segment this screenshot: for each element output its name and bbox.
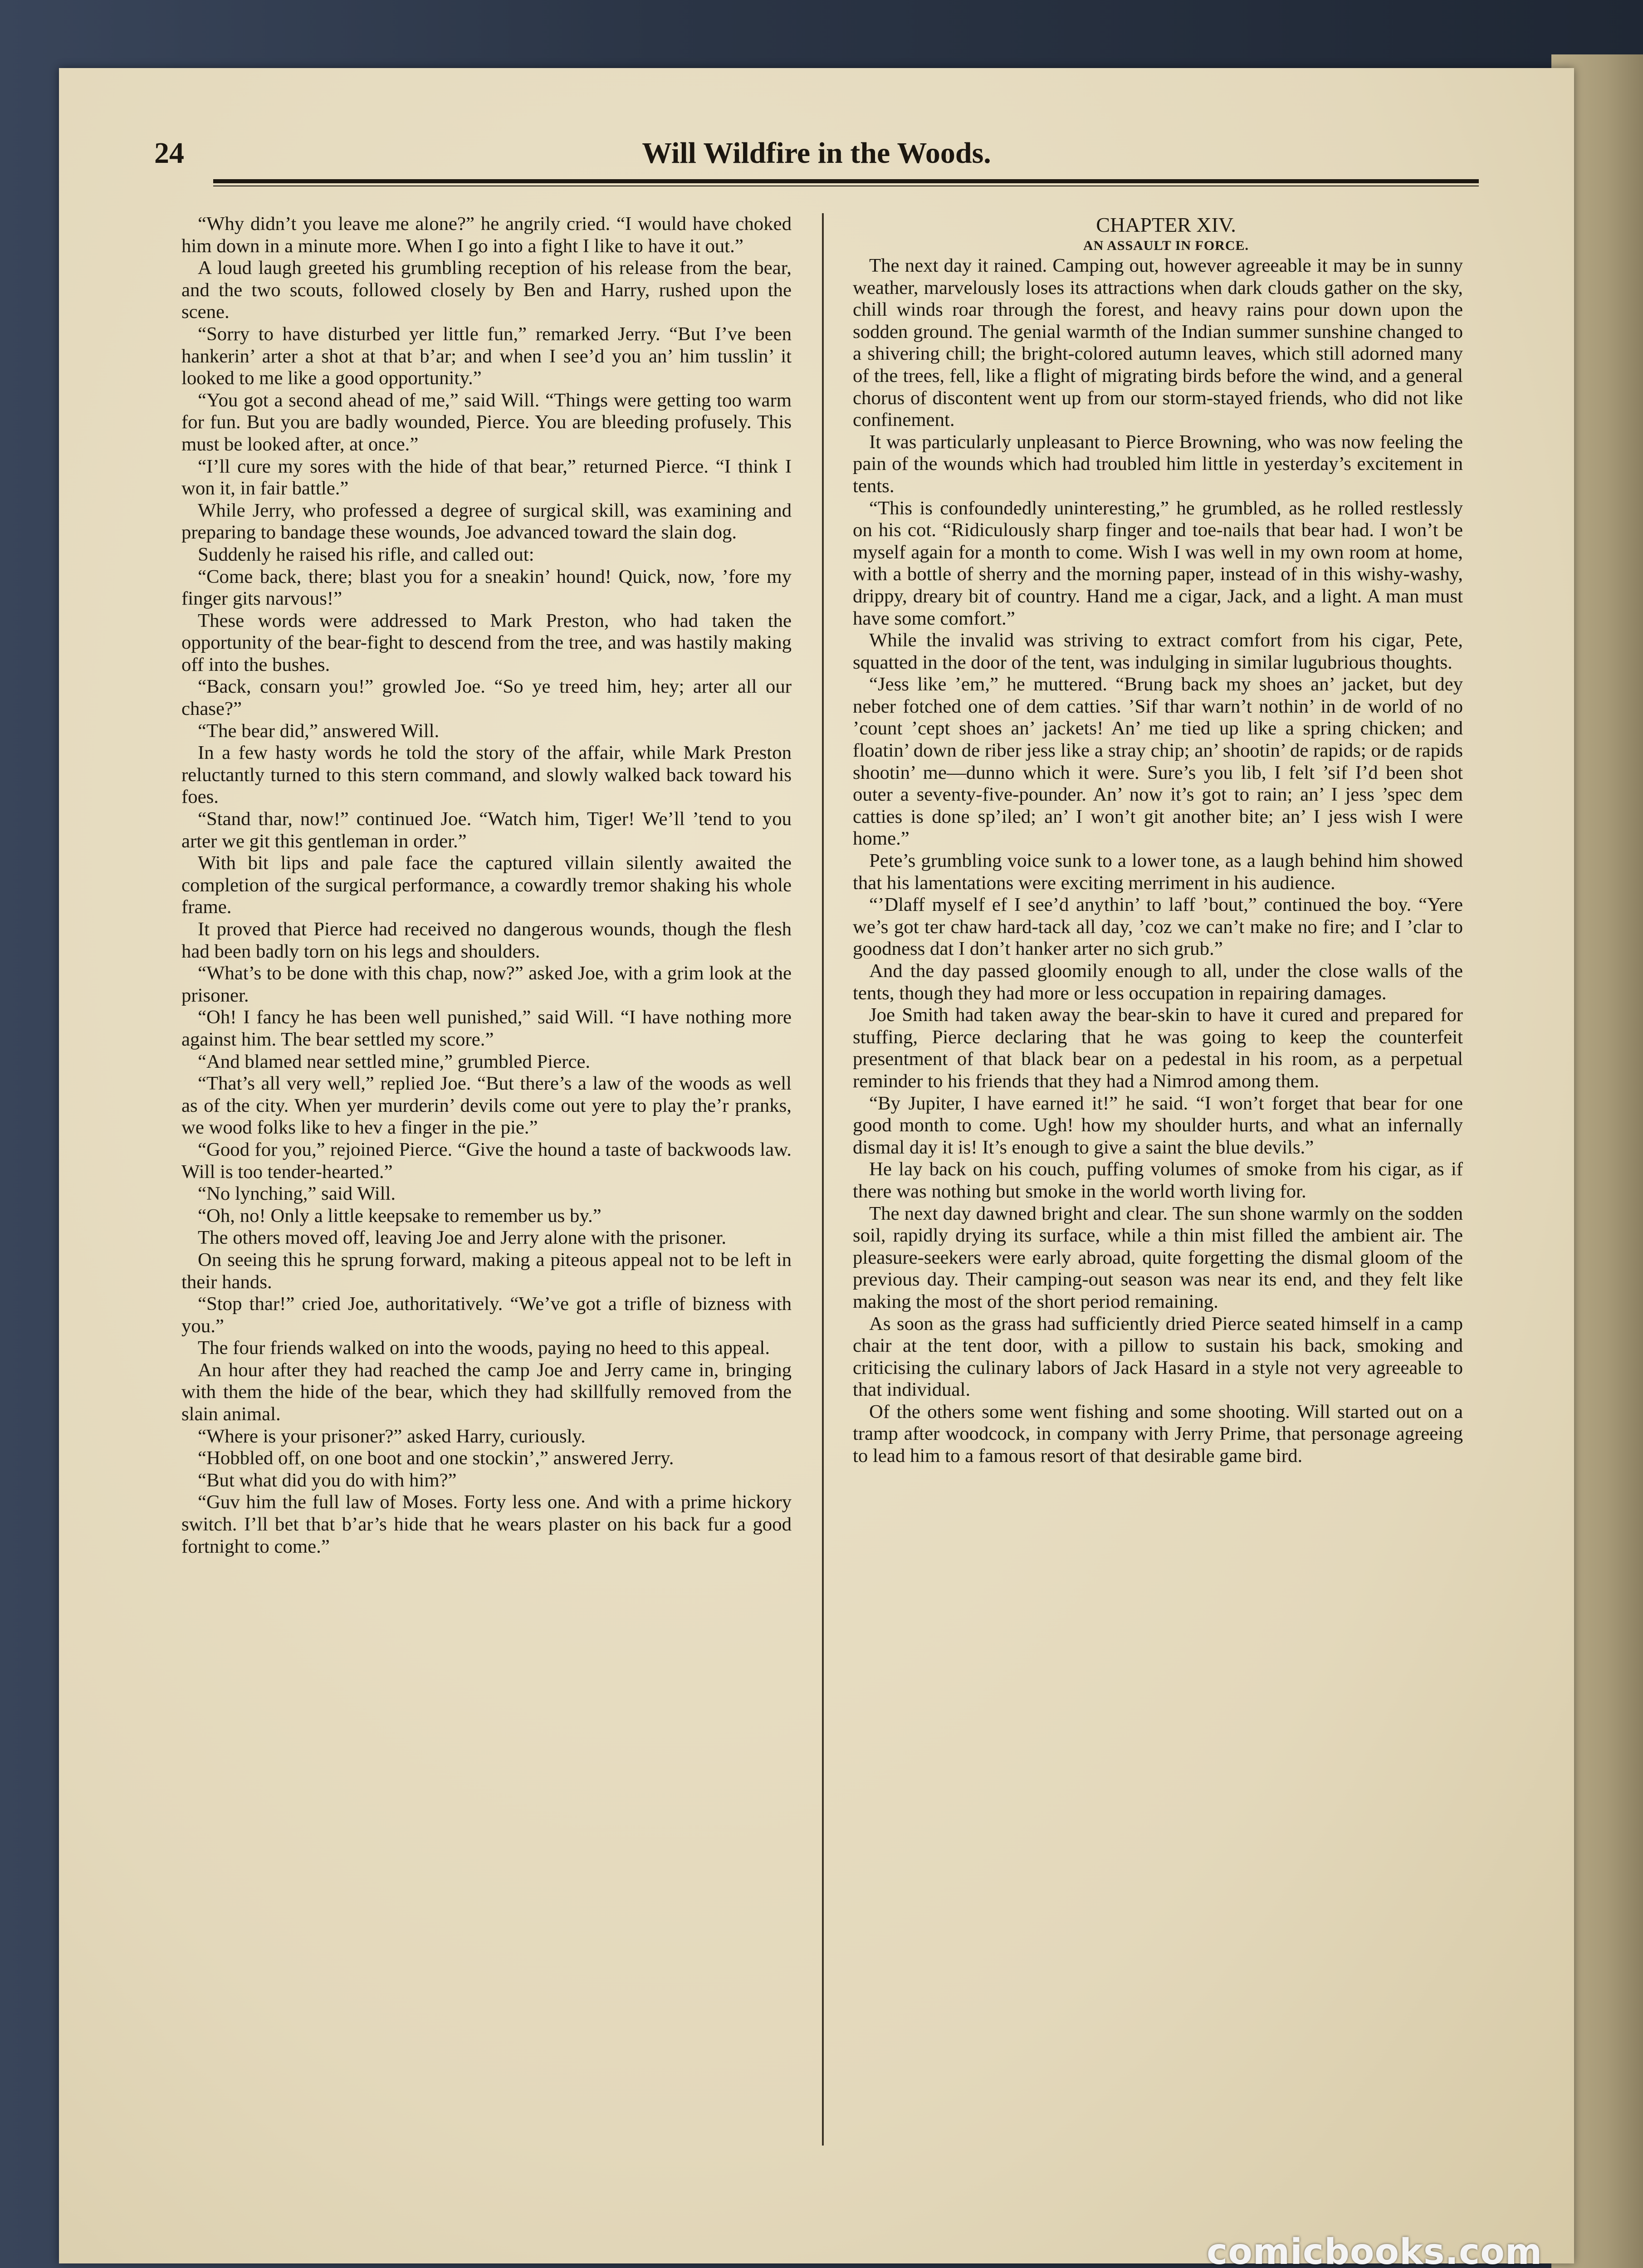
paragraph: These words were addressed to Mark Preston, who had taken the opportunity of the bear-fight to descend from the tree, and was hastily making off into the bushes. bbox=[181, 610, 792, 675]
paragraph: Joe Smith had taken away the bear-skin to have it cured and prepared for stuffing, Pierce declaring that he was going to keep the counterfeit presentment of that black bear on a pedestal in his room, as a perpetual reminder to his friends that they had a Nimrod among them. bbox=[853, 1004, 1463, 1092]
paragraph: The next day it rained. Camping out, however agreeable it may be in sunny weather, marvelously loses its attractions when dark clouds gather on the sky, chill winds roar through the forest, and heavy rains pour down upon the sodden ground. The genial warmth of the Indian summer sunshine changed to a shivering chill; the bright-colored autumn leaves, which still adorned many of the trees, fell, like a flight of migrating birds before the wind, and a general chorus of discontent went up from our storm-stayed friends, who did not like confinement. bbox=[853, 255, 1463, 431]
paragraph: It proved that Pierce had received no dangerous wounds, though the flesh had been badly torn on his legs and shoulders. bbox=[181, 919, 792, 962]
paragraph: With bit lips and pale face the captured villain silently awaited the completion of the surgical performance, a cowardly tremor shaking his whole frame. bbox=[181, 852, 792, 918]
right-column-body bbox=[853, 255, 1463, 1467]
paragraph: Suddenly he raised his rifle, and called out: bbox=[198, 543, 534, 565]
running-title: Will Wildfire in the Woods. bbox=[642, 137, 991, 170]
paragraph: “I’ll cure my sores with the hide of that bear,” returned Pierce. “I think I won it, in fair battle.” bbox=[181, 455, 792, 499]
paragraph: “Oh, no! Only a little keepsake to remember us by.” bbox=[198, 1205, 601, 1227]
paragraph: While Jerry, who professed a degree of surgical skill, was examining and preparing to bandage these wounds, Joe advanced toward the slain dog. bbox=[181, 499, 792, 543]
paragraph: “Where is your prisoner?” asked Harry, curiously. bbox=[198, 1425, 586, 1447]
page-header bbox=[154, 136, 1479, 177]
paragraph: “Stop thar!” cried Joe, authoritatively. “We’ve got a trifle of bizness with you.” bbox=[181, 1293, 792, 1337]
paragraph: As soon as the grass had sufficiently dried Pierce seated himself in a camp chair at the tent door, with a pillow to sustain his back, smoking and criticising the culinary labors of Jack Hasard in a style not very agreeable to that individual. bbox=[853, 1313, 1463, 1401]
paragraph: The next day dawned bright and clear. The sun shone warmly on the sodden soil, rapidly drying its surface, while a thin mist filled the ambient air. The pleasure-seekers were early abroad, quite forgetting the dismal gloom of the previous day. Their camping-out season was near its end, and they felt like making the most of the short period remaining. bbox=[853, 1202, 1463, 1312]
paragraph: “That’s all very well,” replied Joe. “But there’s a law of the woods as well as of the city. When yer murderin’ devils come out yere to play the’r pranks, we wood folks like to hev a finger in the pie.” bbox=[181, 1073, 792, 1139]
chapter-subtitle: AN ASSAULT IN FORCE. bbox=[1083, 238, 1249, 253]
paragraph: “Why didn’t you leave me alone?” he angrily cried. “I would have choked him down in a minute more. When I go into a fight I like to have it out.” bbox=[181, 213, 792, 257]
paragraph: “But what did you do with him?” bbox=[198, 1469, 457, 1491]
paragraph: “The bear did,” answered Will. bbox=[198, 720, 440, 742]
paragraph: “Sorry to have disturbed yer little fun,” remarked Jerry. “But I’ve been hankerin’ arter a shot at that b’ar; and when I see’d you an’ him tusslin’ it looked to me like a good opportunity.” bbox=[181, 323, 792, 389]
paragraph: It was particularly unpleasant to Pierce Browning, who was now feeling the pain of the wounds which had troubled him little in yesterday’s excitement in tents. bbox=[853, 431, 1463, 497]
chapter-title: CHAPTER XIV. bbox=[1096, 213, 1236, 236]
paragraph: “Good for you,” rejoined Pierce. “Give the hound a taste of backwoods law. Will is too tender-hearted.” bbox=[181, 1139, 792, 1183]
paragraph: “And blamed near settled mine,” grumbled Pierce. bbox=[198, 1051, 591, 1072]
paragraph: The four friends walked on into the woods, paying no heed to this appeal. bbox=[198, 1337, 770, 1359]
paragraph: “Hobbled off, on one boot and one stockin’,” answered Jerry. bbox=[198, 1447, 674, 1469]
header-rule bbox=[213, 179, 1479, 186]
paragraph: On seeing this he sprung forward, making a piteous appeal not to be left in their hands. bbox=[181, 1249, 792, 1293]
page-number: 24 bbox=[154, 137, 184, 170]
paragraph: “’Dlaff myself ef I see’d anythin’ to laff ’bout,” continued the boy. “Yere we’s got ter chaw hard-tack all day, ’coz we can’t make no fire; and I ’clar to goodness dat I don’t hanker arter no sich grub.” bbox=[853, 894, 1463, 960]
paragraph: “Come back, there; blast you for a sneakin’ hound! Quick, now, ’fore my finger gits narvous!” bbox=[181, 566, 792, 610]
paragraph: “Back, consarn you!” growled Joe. “So ye treed him, hey; arter all our chase?” bbox=[181, 676, 792, 720]
paragraph: While the invalid was striving to extract comfort from his cigar, Pete, squatted in the door of the tent, was indulging in similar lugubrious thoughts. bbox=[853, 630, 1463, 673]
paragraph: “Jess like ’em,” he muttered. “Brung back my shoes an’ jacket, but dey neber fotched one of dem catties. ’Sif thar warn’t nothin’ in de world of no ’count ’cept shoes an’ jackets! An’ me tied up like a spring chicken; and floatin’ down de riber jess like a stray chip; an’ shootin’ de rapids; or de rapids shootin’ me—dunno which it were. Sure’s you lib, I felt ’sif I’d been shot outer a seventy-five-pounder. An’ now it’s got to rain; an’ I jess ’spec dem catties is done sp’iled; an’ I won’t git another bite; an’ I jess wish I were home.” bbox=[853, 674, 1463, 850]
paragraph: In a few hasty words he told the story of the affair, while Mark Preston reluctantly turned to this stern command, and slowly walked back toward his foes. bbox=[181, 742, 792, 808]
paragraph: “What’s to be done with this chap, now?” asked Joe, with a grim look at the prisoner. bbox=[181, 963, 792, 1006]
paragraph: A loud laugh greeted his grumbling reception of his release from the bear, and the two scouts, followed closely by Ben and Harry, rushed upon the scene. bbox=[181, 257, 792, 323]
paragraph: “No lynching,” said Will. bbox=[198, 1183, 396, 1205]
column-divider bbox=[822, 213, 824, 2146]
paragraph: “Stand thar, now!” continued Joe. “Watch him, Tiger! We’ll ’tend to you arter we git this gentleman in order.” bbox=[181, 808, 792, 852]
paragraph: The others moved off, leaving Joe and Jerry alone with the prisoner. bbox=[198, 1227, 727, 1249]
left-column bbox=[181, 213, 792, 2155]
paragraph: And the day passed gloomily enough to all, under the close walls of the tents, though they had more or less occupation in repairing damages. bbox=[853, 960, 1463, 1004]
paragraph: “This is confoundedly uninteresting,” he grumbled, as he rolled restlessly on his cot. “Ridiculously sharp finger and toe-nails that bear had. I won’t be myself again for a month to come. Wish I was well in my own room at home, with a bottle of sherry and the morning paper, instead of in this wishy-washy, drippy, dreary bit of country. Hand me a cigar, Jack, and a light. A man must have some comfort.” bbox=[853, 497, 1463, 629]
paragraph: Pete’s grumbling voice sunk to a lower tone, as a laugh behind him showed that his lamentations were exciting merriment in his audience. bbox=[853, 850, 1463, 894]
paragraph: “You got a second ahead of me,” said Will. “Things were getting too warm for fun. But you are badly wounded, Pierce. You are bleeding profusely. This must be looked after, at once.” bbox=[181, 389, 792, 455]
right-column bbox=[853, 213, 1463, 2155]
paragraph: “Oh! I fancy he has been well punished,” said Will. “I have nothing more against him. The bear settled my score.” bbox=[181, 1007, 792, 1050]
paragraph: “By Jupiter, I have earned it!” he said. “I won’t forget that bear for one good month to come. Ugh! how my shoulder hurts, and what an infernally dismal day it is! It’s enough to give a saint the blue devils.” bbox=[853, 1092, 1463, 1158]
paragraph: An hour after they had reached the camp Joe and Jerry came in, bringing with them the hide of the bear, which they had skillfully removed from the slain animal. bbox=[181, 1359, 792, 1425]
paragraph: He lay back on his couch, puffing volumes of smoke from his cigar, as if there was nothing but smoke in the world worth living for. bbox=[853, 1158, 1463, 1202]
watermark: comicbooks.com bbox=[1207, 2232, 1543, 2268]
paragraph: Of the others some went fishing and some shooting. Will started out on a tramp after woodcock, in company with Jerry Prime, that personage agreeing to lead him to a famous resort of that desirable game bird. bbox=[853, 1401, 1463, 1467]
paragraph: “Guv him the full law of Moses. Forty less one. And with a prime hickory switch. I’ll bet that b’ar’s hide that he wears plaster on his back fur a good fortnight to come.” bbox=[181, 1491, 792, 1557]
